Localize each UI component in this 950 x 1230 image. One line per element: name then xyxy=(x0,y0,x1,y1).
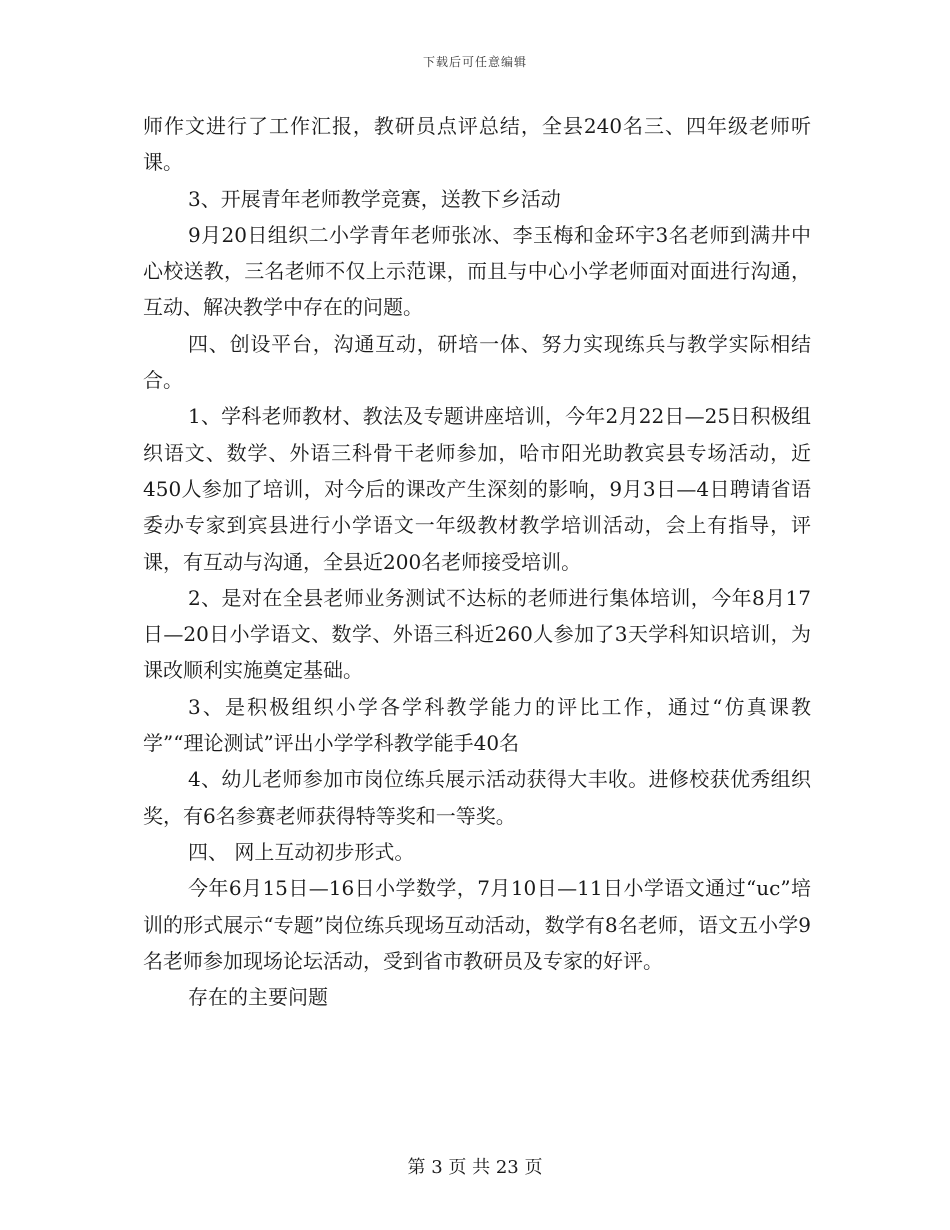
page-header: 下载后可任意编辑 xyxy=(422,55,527,69)
paragraph-heading: 存在的主要问题 xyxy=(188,985,328,1010)
paragraph: 1、学科老师教材、教法及专题讲座培训，今年2月22日—25日积极组织语文、数学、外语三科骨干老师参加，哈市阳光助教宾县专场活动，近450人参加了培训，对今后的课改产生深刻的影响，9月3日—4日聘请省语委办专家到宾县进行小学语文一年级教材教学培训活动，会上有指导，评课，有互动与沟通，全县近200名老师接受培训。 xyxy=(143,404,811,574)
paragraph: 4、幼儿老师参加市岗位练兵展示活动获得大丰收。进修校获优秀组织奖，有6名参赛老师获得特等奖和一等奖。 xyxy=(143,767,811,828)
section-heading: 四、创设平台，沟通互动，研培一体、努力实现练兵与教学实际相结合。 xyxy=(143,331,811,393)
paragraph: 今年6月15日—16日小学数学，7月10日—11日小学语文通过“uc”培训的形式展示“专题”岗位练兵现场互动活动，数学有8名老师，语文五小学9名老师参加现场论坛活动，受到省市教研员及专家的好评。 xyxy=(143,876,811,973)
paragraph: 3、是积极组织小学各学科教学能力的评比工作，通过“仿真课教学”“理论测试”评出小学学科教学能手40名 xyxy=(143,694,811,756)
paragraph: 2、是对在全县老师业务测试不达标的老师进行集体培训，今年8月17日—20日小学语文、数学、外语三科近260人参加了3天学科知识培训，为课改顺利实施奠定基础。 xyxy=(143,585,811,683)
paragraph-heading: 3、开展青年老师教学竞赛，送教下乡活动 xyxy=(188,186,561,211)
page-number-footer: 第 3 页 共 23 页 xyxy=(407,1157,543,1178)
paragraph: 9月20日组织二小学青年老师张冰、李玉梅和金环宇3名老师到满井中心校送教，三名老师不仅上示范课，而且与中心小学老师面对面进行沟通，互动、解决教学中存在的问题。 xyxy=(143,222,811,320)
document-body xyxy=(143,108,811,1015)
paragraph-continuation: 师作文进行了工作汇报，教研员点评总结，全县240名三、四年级老师听课。 xyxy=(143,114,811,175)
section-heading: 四、 网上互动初步形式。 xyxy=(188,839,415,864)
